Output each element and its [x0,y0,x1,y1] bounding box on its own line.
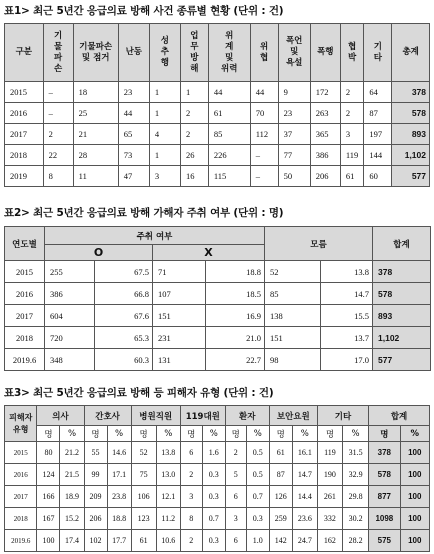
value-cell: 18 [73,82,118,103]
header-cell: 난동 [118,24,149,82]
table-row [5,166,430,187]
value-cell: 4 [149,124,180,145]
value-cell: 52 [131,442,156,464]
value-cell: 206 [310,166,340,187]
value-cell: 13.7 [321,327,373,349]
table3-header-row-2 [5,426,430,442]
value-cell: – [43,103,73,124]
value-cell: 2 [43,124,73,145]
sub-header-count: 명 [225,426,246,442]
value-cell: 172 [310,82,340,103]
table2-title: 표2> 최근 5년간 응급의료 방해 가해자 주취 여부 (단위 : 명) [4,207,284,219]
year-cell: 2018 [5,508,37,530]
value-cell: – [43,82,73,103]
value-cell: 77 [278,145,310,166]
sub-header-count: 명 [269,426,292,442]
value-cell: 28.2 [342,530,368,552]
sub-header-percent: % [202,426,225,442]
value-cell: 151 [153,305,206,327]
total-cell: 1098 [369,508,400,530]
value-cell: 6 [225,486,246,508]
value-cell: 14.4 [292,486,317,508]
value-cell: 75 [131,464,156,486]
table3-section [4,385,430,400]
sub-header-percent: % [342,426,368,442]
total-cell: 893 [392,124,430,145]
value-cell: 17.0 [321,349,373,371]
header-group: 의사 [37,406,84,426]
value-cell: 61 [269,442,292,464]
sub-header-count: 명 [317,426,342,442]
value-cell: 23.6 [292,508,317,530]
value-cell: 1 [180,82,208,103]
value-cell: 6 [225,530,246,552]
value-cell: 61 [340,166,364,187]
total-cell: 378 [369,442,400,464]
header-cell: 협 박 [340,24,364,82]
value-cell: 60 [364,166,392,187]
header-x: X [153,245,265,261]
total-cell: 100 [400,508,429,530]
table-row [5,283,431,305]
table2-wrapper [4,226,430,371]
value-cell: 65 [118,124,149,145]
year-cell: 2017 [5,124,44,145]
total-cell: 575 [369,530,400,552]
value-cell: 16.9 [206,305,265,327]
total-cell: 100 [400,442,429,464]
value-cell: 2 [180,103,208,124]
value-cell: 13.8 [156,442,180,464]
value-cell: 100 [37,530,60,552]
table-row [5,486,430,508]
value-cell: 124 [37,464,60,486]
value-cell: 142 [269,530,292,552]
table-row [5,530,430,552]
value-cell: 8 [43,166,73,187]
header-cell: 폭언 및 욕설 [278,24,310,82]
value-cell: 162 [317,530,342,552]
value-cell: 23.8 [107,486,131,508]
header-cell: 업 무 방 해 [180,24,208,82]
value-cell: 3 [225,508,246,530]
year-cell: 2018 [5,145,44,166]
value-cell: 28 [73,145,118,166]
table2 [4,226,431,371]
value-cell: 720 [45,327,95,349]
total-cell: 893 [373,305,431,327]
table1-section [4,3,430,18]
header-group: 병원직원 [131,406,180,426]
value-cell: 0.5 [246,464,269,486]
table-row [5,464,430,486]
value-cell: 0.3 [246,508,269,530]
header-cell: 구분 [5,24,44,82]
value-cell: 47 [118,166,149,187]
year-cell: 2019.6 [5,530,37,552]
value-cell: 332 [317,508,342,530]
value-cell: 23 [278,103,310,124]
year-cell: 2015 [5,261,45,283]
value-cell: 386 [45,283,95,305]
table-row [5,124,430,145]
value-cell: 31.5 [342,442,368,464]
value-cell: 3 [340,124,364,145]
total-cell: 578 [392,103,430,124]
value-cell: 14.6 [107,442,131,464]
value-cell: 115 [208,166,250,187]
value-cell: 13.8 [321,261,373,283]
value-cell: 87 [364,103,392,124]
header-cell: 위 계 및 위력 [208,24,250,82]
value-cell: 21.5 [60,464,84,486]
value-cell: 17.4 [60,530,84,552]
value-cell: 14.7 [292,464,317,486]
total-cell: 1,102 [392,145,430,166]
table3-header-row-1 [5,406,430,426]
header-year: 연도별 [5,227,45,261]
value-cell: 73 [118,145,149,166]
value-cell: 64 [364,82,392,103]
header-victim-type: 피해자 유형 [5,406,37,442]
sub-header-count: 명 [369,426,400,442]
year-cell: 2019.6 [5,349,45,371]
value-cell: 21.0 [206,327,265,349]
header-cell: 기 타 [364,24,392,82]
value-cell: 18.8 [206,261,265,283]
header-group: 보안요원 [269,406,317,426]
value-cell: 206 [84,508,107,530]
value-cell: 3 [180,486,202,508]
total-cell: 378 [392,82,430,103]
table-row [5,82,430,103]
value-cell: 29.8 [342,486,368,508]
header-group: 환자 [225,406,269,426]
value-cell: 2 [180,530,202,552]
value-cell: 61 [131,530,156,552]
value-cell: 87 [269,464,292,486]
value-cell: 226 [208,145,250,166]
value-cell: 32.9 [342,464,368,486]
table1-header-row [5,24,430,82]
value-cell: 55 [84,442,107,464]
value-cell: 44 [250,82,278,103]
value-cell: 365 [310,124,340,145]
value-cell: 13.0 [156,464,180,486]
year-cell: 2016 [5,283,45,305]
value-cell: 259 [269,508,292,530]
year-cell: 2019 [5,166,44,187]
value-cell: 21.2 [60,442,84,464]
value-cell: 85 [208,124,250,145]
header-group: 합계 [369,406,430,426]
value-cell: 604 [45,305,95,327]
value-cell: 107 [153,283,206,305]
header-cell: 폭행 [310,24,340,82]
value-cell: 22.7 [206,349,265,371]
table3 [4,405,430,552]
value-cell: 61 [208,103,250,124]
value-cell: 261 [317,486,342,508]
value-cell: 80 [37,442,60,464]
total-cell: 100 [400,464,429,486]
value-cell: 70 [250,103,278,124]
value-cell: 14.7 [321,283,373,305]
total-cell: 100 [400,486,429,508]
table1-wrapper [4,23,430,187]
value-cell: 255 [45,261,95,283]
value-cell: 119 [340,145,364,166]
value-cell: 8 [180,508,202,530]
value-cell: 25 [73,103,118,124]
sub-header-count: 명 [84,426,107,442]
value-cell: 24.7 [292,530,317,552]
value-cell: 1 [149,82,180,103]
header-unknown: 모름 [265,227,373,261]
header-drunk: 주취 여부 [45,227,265,245]
table-row [5,145,430,166]
header-cell: 위 협 [250,24,278,82]
value-cell: 18.5 [206,283,265,305]
value-cell: 1 [149,103,180,124]
header-o: O [45,245,153,261]
sub-header-percent: % [246,426,269,442]
value-cell: 22 [43,145,73,166]
value-cell: 263 [310,103,340,124]
value-cell: 99 [84,464,107,486]
value-cell: 166 [37,486,60,508]
value-cell: 5 [225,464,246,486]
value-cell: 21 [73,124,118,145]
value-cell: 11.2 [156,508,180,530]
sub-header-percent: % [400,426,429,442]
value-cell: 112 [250,124,278,145]
table2-header-row-1 [5,227,431,245]
table3-title: 표3> 최근 5년간 응급의료 방해 등 피해자 유형 (단위 : 건) [4,387,274,399]
total-cell: 877 [369,486,400,508]
value-cell: 66.8 [95,283,153,305]
value-cell: 16 [180,166,208,187]
value-cell: 2 [340,103,364,124]
value-cell: 2 [180,124,208,145]
total-cell: 100 [400,530,429,552]
value-cell: 0.5 [246,442,269,464]
value-cell: 98 [265,349,321,371]
value-cell: 44 [208,82,250,103]
value-cell: 123 [131,508,156,530]
header-cell: 성 추 행 [149,24,180,82]
value-cell: 131 [153,349,206,371]
value-cell: 26 [180,145,208,166]
value-cell: – [250,166,278,187]
value-cell: 37 [278,124,310,145]
table-row [5,261,431,283]
value-cell: 11 [73,166,118,187]
total-cell: 578 [373,283,431,305]
value-cell: 106 [131,486,156,508]
value-cell: 15.2 [60,508,84,530]
value-cell: 0.3 [202,486,225,508]
table-row [5,349,431,371]
value-cell: 102 [84,530,107,552]
value-cell: 60.3 [95,349,153,371]
value-cell: 67.5 [95,261,153,283]
table1-title: 표1> 최근 5년간 응급의료 방해 사건 종류별 현황 (단위 : 건) [4,5,284,17]
value-cell: 85 [265,283,321,305]
value-cell: 144 [364,145,392,166]
total-cell: 578 [369,464,400,486]
value-cell: 1.6 [202,442,225,464]
table-row [5,327,431,349]
sub-header-percent: % [292,426,317,442]
value-cell: 1.0 [246,530,269,552]
value-cell: 0.3 [202,464,225,486]
value-cell: – [250,145,278,166]
value-cell: 3 [149,166,180,187]
value-cell: 6 [180,442,202,464]
sub-header-percent: % [156,426,180,442]
table2-section [4,205,430,220]
total-cell: 1,102 [373,327,431,349]
header-group: 119대원 [180,406,225,426]
year-cell: 2015 [5,442,37,464]
value-cell: 71 [153,261,206,283]
value-cell: 10.6 [156,530,180,552]
total-cell: 577 [373,349,431,371]
value-cell: 386 [310,145,340,166]
value-cell: 151 [265,327,321,349]
value-cell: 67.6 [95,305,153,327]
value-cell: 1 [149,145,180,166]
value-cell: 52 [265,261,321,283]
header-total: 합계 [373,227,431,261]
table1 [4,23,430,187]
value-cell: 2 [180,464,202,486]
value-cell: 17.7 [107,530,131,552]
value-cell: 197 [364,124,392,145]
header-cell: 기물파손 및 점거 [73,24,118,82]
value-cell: 18.9 [60,486,84,508]
value-cell: 348 [45,349,95,371]
value-cell: 126 [269,486,292,508]
table-row [5,305,431,327]
sub-header-count: 명 [180,426,202,442]
value-cell: 44 [118,103,149,124]
value-cell: 9 [278,82,310,103]
value-cell: 23 [118,82,149,103]
header-cell: 총계 [392,24,430,82]
table-row [5,442,430,464]
value-cell: 0.7 [202,508,225,530]
value-cell: 65.3 [95,327,153,349]
table-row [5,103,430,124]
value-cell: 138 [265,305,321,327]
value-cell: 18.8 [107,508,131,530]
year-cell: 2016 [5,464,37,486]
header-group: 기타 [317,406,368,426]
value-cell: 119 [317,442,342,464]
value-cell: 0.3 [202,530,225,552]
total-cell: 577 [392,166,430,187]
value-cell: 16.1 [292,442,317,464]
year-cell: 2018 [5,327,45,349]
value-cell: 30.2 [342,508,368,530]
value-cell: 190 [317,464,342,486]
header-cell: 기 물 파 손 [43,24,73,82]
header-group: 간호사 [84,406,131,426]
value-cell: 50 [278,166,310,187]
table-row [5,508,430,530]
year-cell: 2017 [5,305,45,327]
sub-header-count: 명 [131,426,156,442]
year-cell: 2017 [5,486,37,508]
value-cell: 209 [84,486,107,508]
value-cell: 17.1 [107,464,131,486]
value-cell: 15.5 [321,305,373,327]
sub-header-count: 명 [37,426,60,442]
table3-wrapper [4,405,430,552]
sub-header-percent: % [60,426,84,442]
value-cell: 231 [153,327,206,349]
value-cell: 2 [340,82,364,103]
year-cell: 2016 [5,103,44,124]
year-cell: 2015 [5,82,44,103]
value-cell: 12.1 [156,486,180,508]
sub-header-percent: % [107,426,131,442]
value-cell: 167 [37,508,60,530]
value-cell: 0.7 [246,486,269,508]
total-cell: 378 [373,261,431,283]
value-cell: 2 [225,442,246,464]
